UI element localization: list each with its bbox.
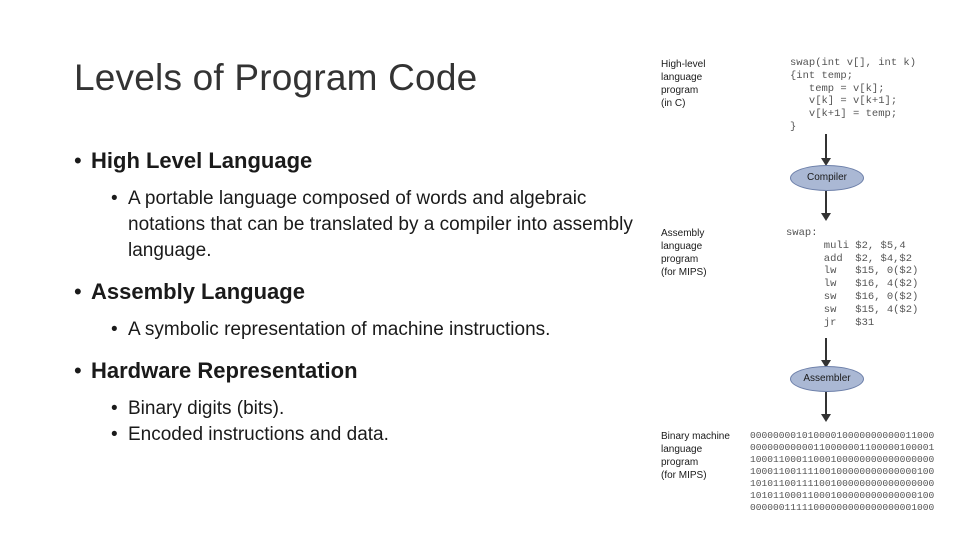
sub-bullet-encoded-instructions: • Encoded instructions and data. [111,422,644,448]
mips-assembly-code: swap: muli $2, $5,4 add $2, $4,$2 lw $15, 0($2) lw $16, 4($2) sw $16, 0($2) sw $15, 4($2) jr $31 [786,227,919,329]
bullet-assembly-language: • Assembly Language [74,277,644,307]
arrow-to-compiler [825,134,827,160]
bullet-high-level-language: • High Level Language [74,146,644,176]
sub-bullet-high-level-definition: • A portable language composed of words and algebraic notations that can be translated by a compiler into assembly language. [111,186,644,264]
arrow-from-assembler [825,392,827,416]
label-binary-program: Binary machine language program (for MIPS) [661,431,730,481]
bullet-hardware-representation: • Hardware Representation [74,356,644,386]
sub-bullet-assembly-definition: • A symbolic representation of machine instructions. [111,317,644,343]
compilation-diagram [650,48,960,528]
bullet-list [74,146,644,448]
assembler-stage: Assembler [790,366,864,392]
arrow-head-from-compiler [821,213,831,221]
label-assembly-program: Assembly language program (for MIPS) [661,228,707,278]
arrow-head-from-assembler [821,414,831,422]
label-high-level-program: High-level language program (in C) [661,59,706,109]
binary-machine-code: 00000000101000010000000000011000 00000000000110000001100000100001 10001100011000100000000000000000 10001100111100100000000000000100 10101100111100100000000000000000 10101100011000100000000000000100 00000011111000000000000000001000 [750,430,935,513]
sub-bullet-binary-digits: • Binary digits (bits). [111,396,644,422]
arrow-from-compiler [825,191,827,215]
slide-title: Levels of Program Code [74,57,478,98]
c-source-code: swap(int v[], int k) {int temp; temp = v[k]; v[k] = v[k+1]; v[k+1] = temp; } [790,57,917,133]
arrow-to-assembler [825,338,827,362]
compiler-stage: Compiler [790,165,864,191]
